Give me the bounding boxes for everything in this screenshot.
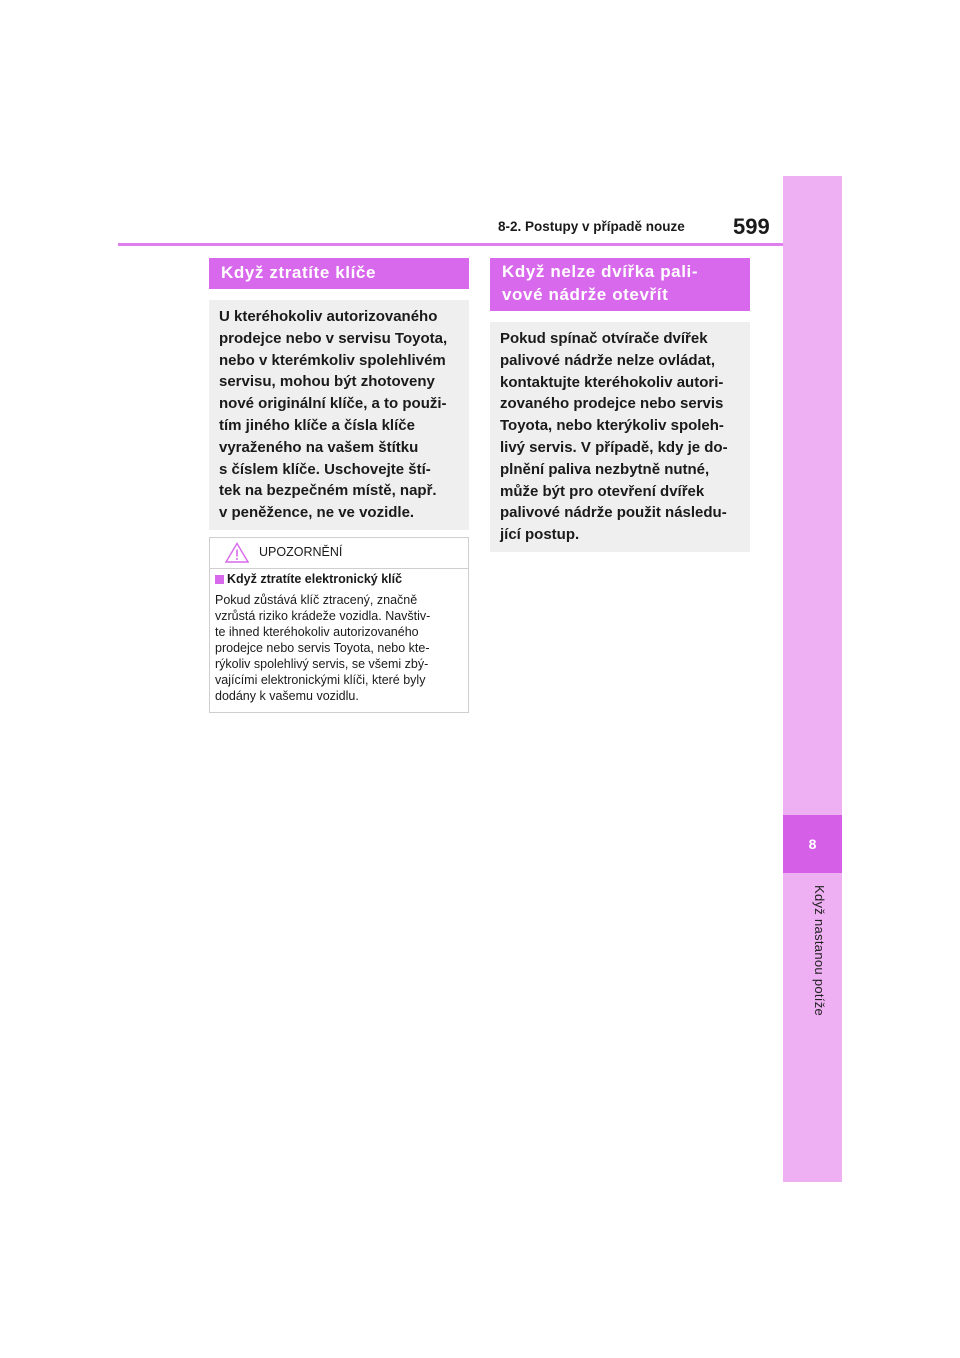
body-line: Toyota, nebo kterýkoliv spoleh-	[500, 417, 724, 435]
body-line: U kteréhokoliv autorizovaného	[219, 308, 438, 325]
lost-keys-heading	[209, 258, 469, 289]
fuel-door-box	[490, 322, 750, 552]
lost-keys-box	[209, 300, 469, 530]
warning-box	[209, 537, 469, 713]
body-line: palivové nádrže použit následu-	[500, 504, 727, 522]
body-line: jící postup.	[500, 526, 580, 544]
body-line: livý servis. V případě, kdy je do-	[500, 438, 728, 456]
body-line: palivové nádrže nelze ovládat,	[500, 351, 716, 369]
warning-body	[215, 592, 464, 704]
side-tab-bar	[783, 176, 842, 1182]
warning-line: Pokud zůstává klíč ztracený, značně	[215, 593, 418, 607]
warning-line: te ihned kteréhokoliv autorizovaného	[215, 625, 419, 639]
page-number: 599	[733, 214, 770, 239]
body-line: zovaného prodejce nebo servis	[500, 395, 724, 413]
warning-line: vzrůstá riziko krádeže vozidla. Navštiv-	[215, 609, 431, 623]
heading-line: vové nádrže otevřít	[502, 285, 669, 304]
heading-line: Když nelze dvířka pali-	[502, 262, 699, 281]
body-line: Pokud spínač otvírače dvířek	[500, 330, 708, 347]
warning-line: prodejce nebo servis Toyota, nebo kte-	[215, 641, 430, 655]
body-line: tím jiného klíče a čísla klíče	[219, 416, 415, 434]
warning-line: vajícími elektronickými klíči, které byly	[215, 673, 426, 687]
body-line: tek na bezpečném místě, např.	[219, 482, 437, 500]
chapter-label: Když nastanou potíže	[812, 885, 827, 1017]
fuel-door-heading	[490, 258, 750, 311]
body-line: prodejce nebo v servisu Toyota,	[219, 329, 448, 347]
square-bullet-icon	[215, 575, 224, 584]
body-line: nové originální klíče, a to použi-	[219, 395, 447, 413]
body-line: může být pro otevření dvířek	[500, 482, 705, 500]
warning-line: rýkoliv spolehlivý servis, se všemi zbý-	[215, 657, 429, 671]
warning-line: dodány k vašemu vozidlu.	[215, 689, 359, 703]
header-rule	[118, 243, 783, 246]
body-line: v peněžence, ne ve vozidle.	[219, 504, 415, 522]
chapter-number: 8	[783, 815, 842, 873]
body-line: nebo v kterémkoliv spolehlivém	[219, 351, 446, 369]
warning-subtitle	[215, 572, 468, 586]
warning-triangle-icon	[225, 542, 249, 568]
body-line: s číslem klíče. Uschovejte ští-	[219, 460, 431, 478]
section-title: 8-2. Postupy v případě nouze	[498, 219, 685, 234]
body-line: servisu, mohou být zhotoveny	[219, 373, 435, 391]
warning-label: UPOZORNĚNÍ	[259, 545, 343, 559]
warning-subtitle-text: Když ztratíte elektronický klíč	[227, 572, 403, 586]
body-line: plnění paliva nezbytně nutné,	[500, 460, 710, 478]
warning-header	[210, 538, 468, 569]
body-line: kontaktujte kteréhokoliv autori-	[500, 373, 724, 391]
body-line: vyraženého na vašem štítku	[219, 438, 419, 456]
heading-line: Když ztratíte klíče	[221, 263, 377, 282]
